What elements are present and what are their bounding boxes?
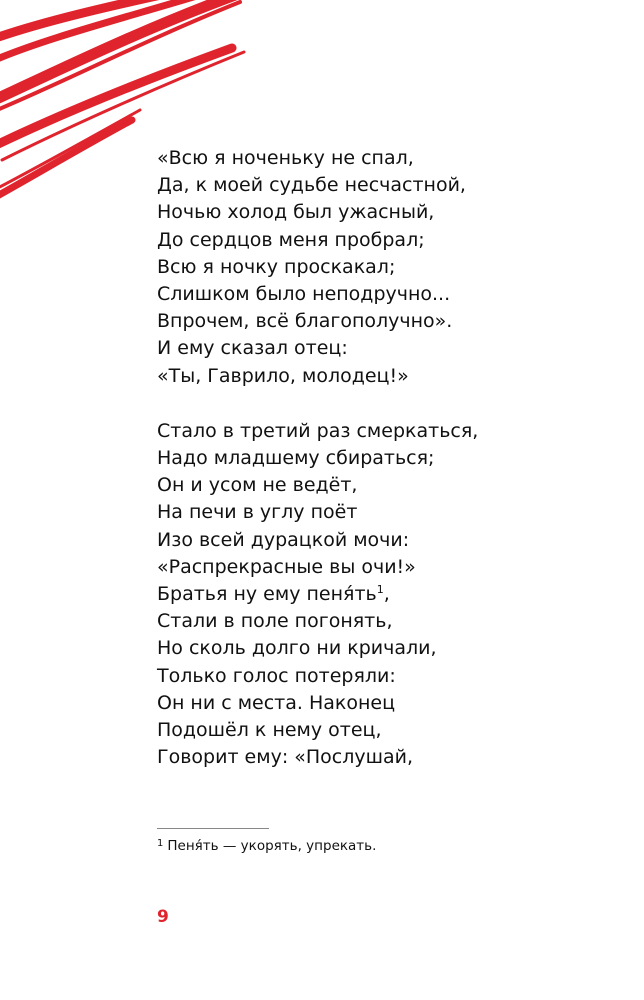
poem-line: Он и усом не ведёт, xyxy=(157,474,358,497)
comma: , xyxy=(383,583,390,606)
poem-line: Но сколь долго ни кричали, xyxy=(157,637,437,660)
poem-line: Впрочем, всё благополучно». xyxy=(157,310,453,333)
poem-line: Изо всей дурацкой мочи: xyxy=(157,528,410,551)
poem-line: Надо младшему сбираться; xyxy=(157,447,435,470)
footnote xyxy=(157,837,376,855)
poem-text xyxy=(157,145,597,771)
stanza-2 xyxy=(157,418,597,772)
footnote-divider xyxy=(157,828,269,829)
poem-line: Да, к моей судьбе несчастной, xyxy=(157,174,466,197)
poem-line: На печи в углу поёт xyxy=(157,501,358,524)
poem-line: Подошёл к нему отец, xyxy=(157,719,382,742)
page-number: 9 xyxy=(157,907,169,927)
poem-line: И ему сказал отец: xyxy=(157,337,348,360)
poem-line: Ночью холод был ужасный, xyxy=(157,201,435,224)
footnote-text: Пеня́ть — укорять, упрекать. xyxy=(167,838,377,854)
poem-line: Всю я ночку проскакал; xyxy=(157,255,396,278)
poem-line-text: Братья ну ему пеня́ть xyxy=(157,583,377,606)
poem-line: «Ты, Гаврило, молодец!» xyxy=(157,364,409,387)
stanza-1 xyxy=(157,145,597,390)
poem-line: «Всю я ноченьку не спал, xyxy=(157,147,414,169)
poem-line: Говорит ему: «Послушай, xyxy=(157,746,414,769)
poem-line: Он ни с места. Наконец xyxy=(157,691,396,714)
poem-line: Стало в третий раз смеркаться, xyxy=(157,419,479,442)
poem-line: Стали в поле погонять, xyxy=(157,610,393,633)
footnote-reference[interactable]: 1 xyxy=(376,583,384,597)
footnote-mark: 1 xyxy=(157,838,164,849)
poem-line: «Распрекрасные вы очи!» xyxy=(157,555,416,578)
poem-line: Слишком было неподручно... xyxy=(157,283,451,306)
poem-line: Только голос потеряли: xyxy=(157,664,396,687)
poem-line-with-footnote xyxy=(157,581,597,608)
poem-line: До сердцов меня пробрал; xyxy=(157,228,425,251)
